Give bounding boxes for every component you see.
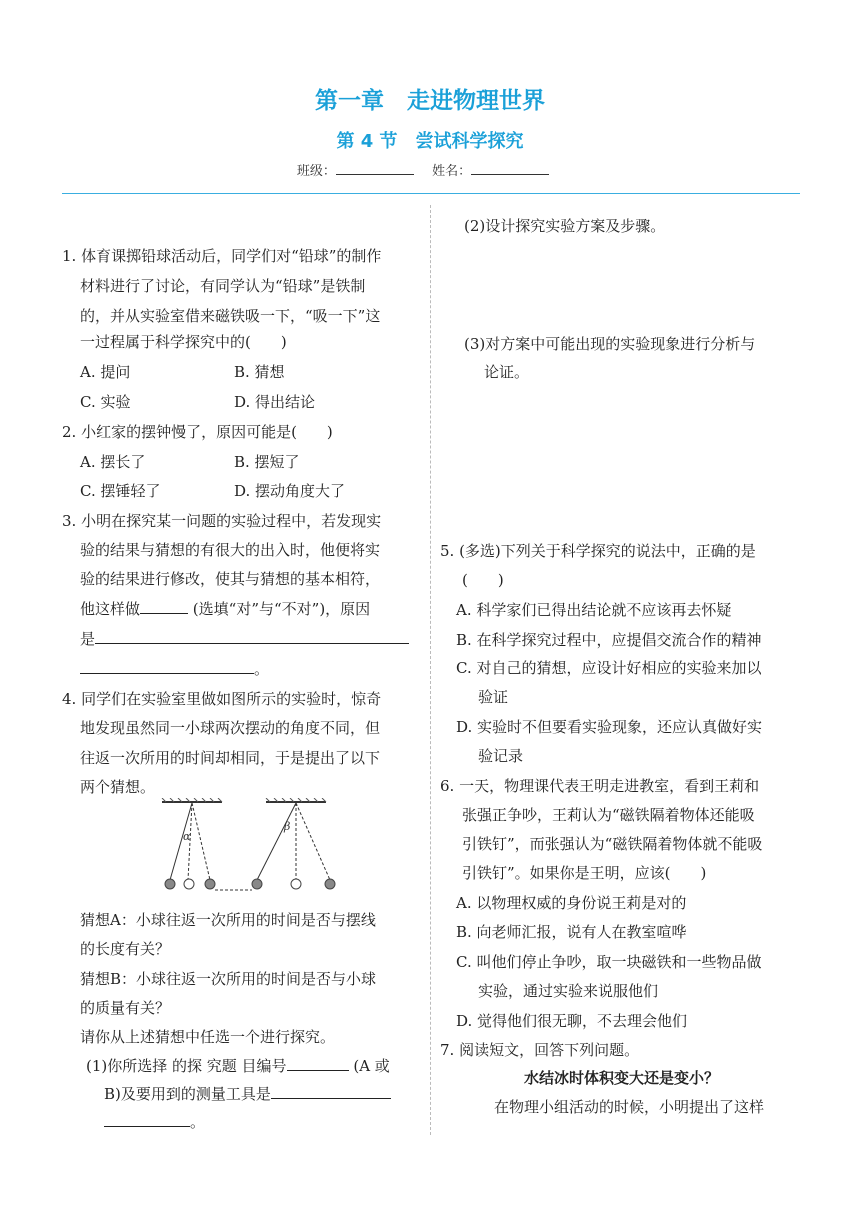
column-divider — [430, 205, 431, 1135]
ball — [252, 879, 262, 889]
q5-option-cont: 验记录 — [478, 747, 524, 765]
q4-guess-line: 猜想A：小球往返一次所用的时间是否与摆线 — [80, 911, 376, 929]
q1-line: 1. 体育课掷铅球活动后，同学们对“铅球”的制作 — [62, 247, 382, 265]
q4-line: 4. 同学们在实验室里做如图所示的实验时，惊奇 — [62, 690, 382, 708]
q6-option[interactable]: A. 以物理权威的身份说王莉是对的 — [456, 894, 687, 912]
q1-option[interactable]: B. 猜想 — [234, 363, 285, 381]
q2-option[interactable]: C. 摆锤轻了 — [80, 482, 161, 500]
q3-line: 验的结果与猜想的有很大的出入时，他便将实 — [80, 541, 381, 559]
q3-text: (选填“对”与“不对”)，原因 — [192, 600, 371, 618]
q3-text: 是 — [80, 630, 96, 648]
q1-option[interactable]: D. 得出结论 — [234, 393, 316, 411]
q5-stem: 5. (多选)下列关于科学探究的说法中，正确的是 — [440, 542, 756, 560]
q7-stem: 7. 阅读短文，回答下列问题。 — [440, 1041, 640, 1059]
q4-sub1-line — [104, 1112, 205, 1132]
q4-sub1-text: B)及要用到的测量工具是 — [104, 1085, 271, 1103]
q4-sub1-line — [86, 1056, 390, 1076]
q1-line: 的，并从实验室借来磁铁吸一下，“吸一下”这 — [80, 307, 381, 325]
angle-beta-label: β — [284, 820, 291, 833]
q1-option[interactable]: A. 提问 — [80, 363, 131, 381]
q3-blank-1[interactable] — [140, 599, 188, 614]
q4-sub3-line: 论证。 — [484, 363, 530, 381]
q6-line: 张强正争吵，王莉认为“磁铁隔着物体还能吸 — [462, 806, 755, 824]
q2-stem: 2. 小红家的摆钟慢了，原因可能是( ) — [62, 423, 333, 441]
ball — [165, 879, 175, 889]
q6-option-cont: 实验，通过实验来说服他们 — [478, 982, 659, 1000]
q4-sub1-blank-3[interactable] — [104, 1112, 190, 1127]
q5-stem: ( ) — [462, 571, 504, 589]
q4-sub1-end: 。 — [190, 1113, 206, 1131]
q2-option[interactable]: B. 摆短了 — [234, 453, 300, 471]
ball — [325, 879, 335, 889]
q3-line: 验的结果进行修改，使其与猜想的基本相符， — [80, 570, 381, 588]
q4-sub1-blank-2[interactable] — [271, 1084, 391, 1099]
chapter-title: 第一章 走进物理世界 — [315, 88, 545, 114]
q4-sub2: (2)设计探究实验方案及步骤。 — [464, 217, 666, 235]
q4-sub3-line: (3)对方案中可能出现的实验现象进行分析与 — [464, 335, 756, 353]
string-right-swing — [257, 803, 296, 880]
q3-line — [80, 629, 409, 649]
q3-line: 3. 小明在探究某一问题的实验过程中，若发现实 — [62, 512, 382, 530]
q2-option[interactable]: A. 摆长了 — [80, 453, 146, 471]
angle-alpha-label: α — [183, 830, 191, 843]
q4-sub1-text: (1)你所选择 的探 究题 目编号 — [86, 1057, 287, 1075]
q6-line: 6. 一天，物理课代表王明走进教室，看到王莉和 — [440, 777, 760, 795]
q7-passage-title: 水结冰时体积变大还是变小？ — [524, 1069, 720, 1087]
name-label: 姓名： — [432, 164, 472, 179]
q5-option-cont: 验证 — [478, 688, 509, 706]
string-left-far — [192, 803, 210, 880]
string-right-far — [296, 803, 330, 880]
q5-option[interactable]: A. 科学家们已得出结论就不应该再去怀疑 — [456, 601, 732, 619]
ball — [184, 879, 194, 889]
q6-option[interactable]: C. 叫他们停止争吵，取一块磁铁和一些物品做 — [456, 953, 762, 971]
q3-text: 他这样做 — [80, 600, 141, 618]
ceiling-left — [162, 798, 222, 802]
q4-guess-line: 猜想B：小球往返一次所用的时间是否与小球 — [80, 970, 377, 988]
ceiling-right — [266, 798, 326, 802]
q4-line: 两个猜想。 — [80, 778, 156, 796]
q4-guess-line: 的质量有关？ — [80, 999, 171, 1017]
ball — [291, 879, 301, 889]
q6-option[interactable]: D. 觉得他们很无聊，不去理会他们 — [456, 1012, 688, 1030]
q3-blank-3[interactable] — [80, 659, 254, 674]
section-title: 第 4 节 尝试科学探究 — [336, 131, 524, 152]
q1-line: 材料进行了讨论，有同学认为“铅球”是铁制 — [80, 277, 366, 295]
q3-blank-2[interactable] — [95, 629, 409, 644]
q5-option[interactable]: D. 实验时不但要看实验现象，还应认真做好实 — [456, 718, 763, 736]
q1-option[interactable]: C. 实验 — [80, 393, 131, 411]
ball — [205, 879, 215, 889]
q4-guess-line: 请你从上述猜想中任选一个进行探究。 — [80, 1028, 336, 1046]
q3-line — [80, 599, 370, 619]
q3-line — [80, 659, 269, 679]
q5-option[interactable]: C. 对自己的猜想，应设计好相应的实验来加以 — [456, 659, 762, 677]
q4-line: 地发现虽然同一小球两次摆动的角度不同，但 — [80, 719, 381, 737]
class-blank[interactable] — [336, 162, 414, 175]
q4-sub1-blank-1[interactable] — [287, 1056, 349, 1071]
q6-line: 引铁钉”，而张强认为“磁铁隔着物体就不能吸 — [462, 835, 763, 853]
q7-passage-text: 在物理小组活动的时候，小明提出了这样 — [494, 1098, 765, 1116]
header-rule — [62, 193, 800, 194]
q4-line: 往返一次所用的时间却相同，于是提出了以下 — [80, 749, 381, 767]
q2-option[interactable]: D. 摆动角度大了 — [234, 482, 346, 500]
q4-sub1-line — [104, 1084, 391, 1104]
class-label: 班级： — [296, 164, 336, 179]
q4-sub1-text: (A 或 — [353, 1057, 390, 1075]
q6-option[interactable]: B. 向老师汇报，说有人在教室喧哗 — [456, 923, 687, 941]
q6-line: 引铁钉”。如果你是王明，应该( ) — [462, 864, 707, 882]
student-info — [0, 160, 860, 179]
pendulum-figure — [158, 798, 338, 894]
q5-option[interactable]: B. 在科学探究过程中，应提倡交流合作的精神 — [456, 631, 762, 649]
q4-guess-line: 的长度有关？ — [80, 940, 171, 958]
q3-end: 。 — [254, 660, 270, 678]
q1-line: 一过程属于科学探究中的( ) — [80, 333, 287, 351]
name-blank[interactable] — [471, 162, 549, 175]
